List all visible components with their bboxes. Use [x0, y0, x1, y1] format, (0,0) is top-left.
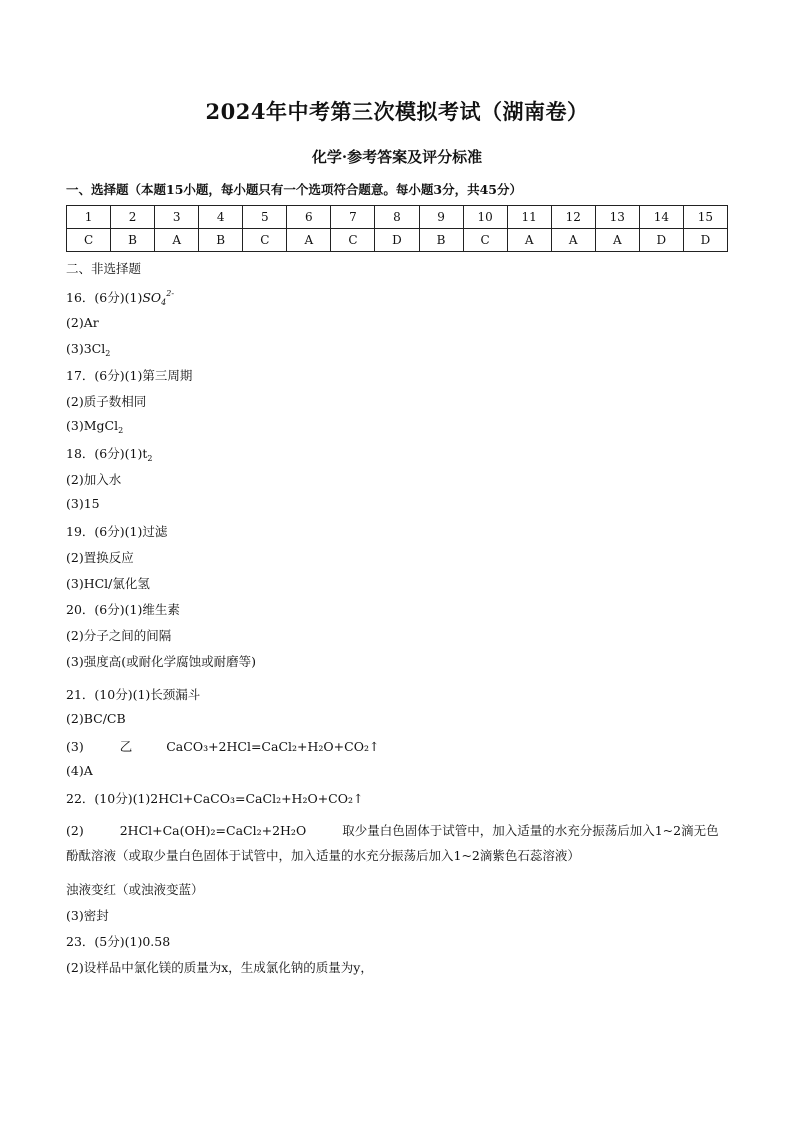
q21-answer-2: (2)BC/CB	[66, 711, 126, 726]
multiple-choice-answer-table	[66, 205, 728, 252]
answer-cell: B	[419, 229, 463, 252]
q21-answer-4: (4)A	[66, 763, 93, 778]
question-number: 12	[551, 206, 595, 229]
question-number: 8	[375, 206, 419, 229]
q18-line-1: 18．(6分)$(1)t_2$	[66, 446, 153, 463]
q16-head: 16．(6分)(1)	[66, 290, 143, 305]
q21-choice: 乙	[119, 739, 133, 754]
q21-answer-3: (3) 乙 CaCO₃+2HCl=CaCl₂+H₂O+CO₂↑	[66, 739, 380, 754]
q21-equation: CaCO₃+2HCl=CaCl₂+H₂O+CO₂↑	[166, 739, 380, 754]
q22-answer-2: (2) 2HCl+Ca(OH)₂=CaCl₂+2H₂O 取少量白色固体于试管中，加入适量的水充分振荡后加入1~2滴无色酚酞溶液（或取少量白色固体于试管中，加入适量的水充分振荡后加入1~2滴紫色石蕊溶液）	[66, 823, 719, 863]
question-number: 14	[639, 206, 683, 229]
q16-answer-2: (2)Ar	[66, 315, 99, 330]
answer-cell: A	[507, 229, 551, 252]
answer-cell: C	[243, 229, 287, 252]
question-number: 9	[419, 206, 463, 229]
question-number: 15	[683, 206, 727, 229]
q19-answer-2: (2)置换反应	[66, 550, 134, 565]
answer-cell: B	[199, 229, 243, 252]
answer-cell: A	[551, 229, 595, 252]
q21-line-1: 21．(10分)(1)长颈漏斗	[66, 687, 201, 702]
question-number: 10	[463, 206, 507, 229]
answer-cell: D	[639, 229, 683, 252]
section-multiple-choice-heading: 一、选择题（本题15小题，每小题只有一个选项符合题意。每小题3分，共45分）	[66, 182, 522, 197]
question-number: 1	[67, 206, 111, 229]
q23-line-1: 23．(5分)(1)0.58	[66, 934, 171, 949]
answer-cell: C	[463, 229, 507, 252]
q19-line-1: 19．(6分)(1)过滤	[66, 524, 168, 539]
q20-answer-3: (3)强度高(或耐化学腐蚀或耐磨等)	[66, 654, 256, 669]
q20-line-1: 20．(6分)(1)维生素	[66, 602, 180, 617]
answer-cell: A	[595, 229, 639, 252]
page-subtitle: 化学·参考答案及评分标准	[311, 148, 483, 166]
page-title: 2024年中考第三次模拟考试（湖南卷）	[205, 99, 589, 124]
answer-cell: A	[155, 229, 199, 252]
q20-answer-2: (2)分子之间的间隔	[66, 628, 172, 643]
section-non-choice-heading: 二、非选择题	[66, 261, 142, 276]
question-number: 6	[287, 206, 331, 229]
q22-equation-2: 2HCl+Ca(OH)₂=CaCl₂+2H₂O	[119, 823, 307, 838]
q17-answer-3: (3)MgCl$_2$	[66, 418, 124, 435]
q22-result: 浊液变红（或浊液变蓝）	[66, 882, 204, 897]
answer-cell: C	[331, 229, 375, 252]
question-number: 2	[111, 206, 155, 229]
q22-equation-1: 2HCl+CaCO₃=CaCl₂+H₂O+CO₂↑	[150, 791, 364, 806]
answer-row	[67, 229, 728, 252]
q17-answer-2: (2)质子数相同	[66, 394, 147, 409]
q23-answer-2: (2)设样品中氯化镁的质量为x，生成氯化钠的质量为y，	[66, 960, 373, 975]
answer-cell: C	[67, 229, 111, 252]
answer-cell: A	[287, 229, 331, 252]
q17-line-1: 17．(6分)(1)第三周期	[66, 368, 193, 383]
q22-line-1: 22．(10分)(1)2HCl+CaCO₃=CaCl₂+H₂O+CO₂↑	[66, 791, 364, 806]
question-number: 3	[155, 206, 199, 229]
q19-answer-3: (3)HCl/氯化氢	[66, 576, 150, 591]
q16-answer-3: $(3)3Cl_2$	[66, 341, 111, 358]
q22-method: 取少量白色固体于试管中，加入适量的水充分振荡后加入1~2滴无色酚酞溶液（或取少量白色固体于试管中，加入适量的水充分振荡后加入1~2滴紫色石蕊溶液）	[66, 823, 719, 863]
q18-answer-3: (3)15	[66, 496, 100, 511]
answer-cell: D	[375, 229, 419, 252]
q16-answer-1: $SO_4^{2-}$	[142, 289, 175, 307]
q18-answer-2: (2)加入水	[66, 472, 122, 487]
answer-cell: D	[683, 229, 727, 252]
question-number: 7	[331, 206, 375, 229]
question-number: 11	[507, 206, 551, 229]
question-number: 13	[595, 206, 639, 229]
q22-answer-3: (3)密封	[66, 908, 109, 923]
q16-line-1	[66, 288, 174, 307]
answer-cell: B	[111, 229, 155, 252]
question-number-row	[67, 206, 728, 229]
question-number: 4	[199, 206, 243, 229]
question-number: 5	[243, 206, 287, 229]
